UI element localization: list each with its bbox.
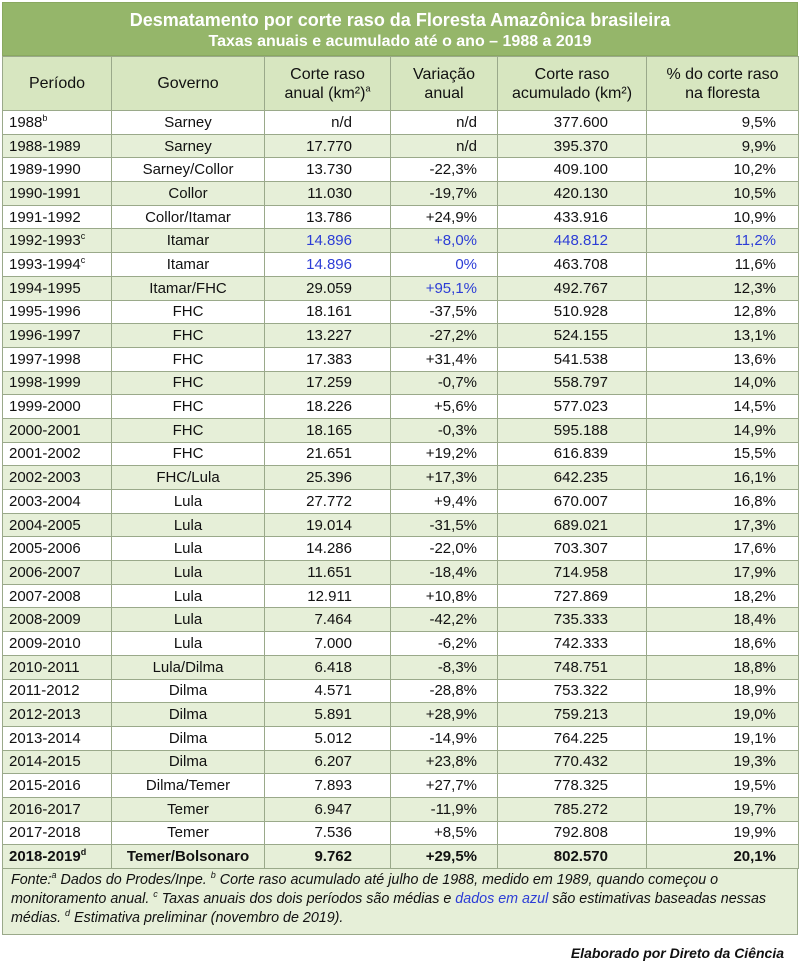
footnote-blue-text: dados em azul [455,891,549,907]
cell-periodo: 2003-2004 [3,490,112,514]
cell-pct: 16,8% [647,490,799,514]
cell-governo: Lula [112,584,265,608]
cell-acumulado: 395.370 [498,134,647,158]
table-row [3,158,799,182]
cell-acumulado: 448.812 [498,229,647,253]
table-row [3,774,799,798]
cell-periodo: 2006-2007 [3,561,112,585]
cell-pct: 18,4% [647,608,799,632]
cell-periodo: 1999-2000 [3,395,112,419]
table-row [3,632,799,656]
table-row [3,797,799,821]
table-row [3,253,799,277]
cell-acumulado: 595.188 [498,418,647,442]
cell-pct: 12,8% [647,300,799,324]
cell-acumulado: 742.333 [498,632,647,656]
header-variacao: Variação anual [391,57,498,111]
cell-corte: 6.418 [265,655,391,679]
cell-pct: 17,6% [647,537,799,561]
header-row [3,57,799,111]
cell-acumulado: 778.325 [498,774,647,798]
cell-variacao: 0% [391,253,498,277]
cell-variacao: +27,7% [391,774,498,798]
cell-pct: 19,9% [647,821,799,845]
table-row [3,300,799,324]
cell-corte: 19.014 [265,513,391,537]
cell-governo: FHC [112,442,265,466]
cell-corte: 4.571 [265,679,391,703]
cell-acumulado: 433.916 [498,205,647,229]
cell-governo: Temer/Bolsonaro [112,845,265,869]
cell-corte: 6.947 [265,797,391,821]
cell-variacao: -18,4% [391,561,498,585]
cell-variacao: n/d [391,111,498,135]
cell-periodo: 2013-2014 [3,726,112,750]
cell-periodo: 2004-2005 [3,513,112,537]
cell-acumulado: 670.007 [498,490,647,514]
table-title: Desmatamento por corte raso da Floresta Amazônica brasileira [129,10,671,30]
cell-acumulado: 703.307 [498,537,647,561]
header-percentual: % do corte raso na floresta [647,57,799,111]
cell-variacao: -37,5% [391,300,498,324]
cell-governo: Sarney [112,111,265,135]
cell-pct: 15,5% [647,442,799,466]
cell-pct: 14,9% [647,418,799,442]
cell-pct: 14,5% [647,395,799,419]
header-periodo: Período [3,57,112,111]
cell-governo: Lula [112,490,265,514]
cell-periodo: 1989-1990 [3,158,112,182]
cell-pct: 11,6% [647,253,799,277]
cell-variacao: +28,9% [391,703,498,727]
cell-corte: 11.651 [265,561,391,585]
cell-periodo: 2012-2013 [3,703,112,727]
cell-variacao: -22,0% [391,537,498,561]
cell-variacao: +8,0% [391,229,498,253]
cell-periodo: 2017-2018 [3,821,112,845]
cell-pct: 19,5% [647,774,799,798]
table-row [3,418,799,442]
table-row [3,442,799,466]
cell-acumulado: 524.155 [498,324,647,348]
table-row [3,655,799,679]
table-row [3,395,799,419]
cell-pct: 19,1% [647,726,799,750]
cell-governo: Collor [112,182,265,206]
cell-acumulado: 714.958 [498,561,647,585]
cell-corte: 7.536 [265,821,391,845]
cell-acumulado: 727.869 [498,584,647,608]
table-row [3,703,799,727]
cell-periodo: 2015-2016 [3,774,112,798]
cell-acumulado: 764.225 [498,726,647,750]
credit-line: Elaborado por Direto da Ciência [570,945,784,961]
cell-corte: 7.000 [265,632,391,656]
cell-corte: 18.165 [265,418,391,442]
cell-governo: FHC [112,347,265,371]
cell-variacao: -6,2% [391,632,498,656]
cell-variacao: -0,7% [391,371,498,395]
cell-acumulado: 802.570 [498,845,647,869]
header-governo: Governo [112,57,265,111]
cell-pct: 17,9% [647,561,799,585]
cell-pct: 19,3% [647,750,799,774]
table-subtitle: Taxas anuais e acumulado até o ano – 1988 a 2019 [208,33,592,50]
cell-variacao: n/d [391,134,498,158]
cell-variacao: +9,4% [391,490,498,514]
cell-pct: 13,1% [647,324,799,348]
cell-corte: 13.730 [265,158,391,182]
table-row [3,466,799,490]
cell-governo: FHC [112,300,265,324]
cell-periodo: 2000-2001 [3,418,112,442]
cell-acumulado: 785.272 [498,797,647,821]
table-row [3,584,799,608]
cell-pct: 14,0% [647,371,799,395]
cell-governo: Dilma [112,750,265,774]
cell-governo: FHC [112,371,265,395]
cell-corte: 14.896 [265,253,391,277]
table-row [3,347,799,371]
cell-variacao: -28,8% [391,679,498,703]
cell-governo: FHC [112,395,265,419]
cell-periodo: 1993-1994$^c$ [3,253,112,277]
cell-acumulado: 770.432 [498,750,647,774]
cell-pct: 11,2% [647,229,799,253]
cell-governo: Dilma [112,703,265,727]
table-row [3,845,799,869]
cell-pct: 12,3% [647,276,799,300]
cell-acumulado: 377.600 [498,111,647,135]
cell-periodo: 1991-1992 [3,205,112,229]
table-row [3,679,799,703]
cell-governo: Dilma [112,679,265,703]
cell-periodo: 2007-2008 [3,584,112,608]
cell-governo: Itamar [112,229,265,253]
cell-governo: Collor/Itamar [112,205,265,229]
cell-periodo: 2008-2009 [3,608,112,632]
table-row [3,561,799,585]
cell-pct: 18,9% [647,679,799,703]
table-row [3,276,799,300]
table-row [3,229,799,253]
cell-periodo: 2001-2002 [3,442,112,466]
cell-acumulado: 735.333 [498,608,647,632]
cell-corte: 21.651 [265,442,391,466]
cell-corte: 17.770 [265,134,391,158]
cell-periodo: 1995-1996 [3,300,112,324]
cell-acumulado: 558.797 [498,371,647,395]
cell-pct: 18,8% [647,655,799,679]
table-row [3,111,799,135]
cell-corte: 11.030 [265,182,391,206]
cell-variacao: +29,5% [391,845,498,869]
table-row [3,750,799,774]
cell-periodo: 1997-1998 [3,347,112,371]
cell-corte: 13.786 [265,205,391,229]
cell-pct: 13,6% [647,347,799,371]
cell-periodo: 2011-2012 [3,679,112,703]
table-title-bar [2,2,798,56]
cell-periodo: 2010-2011 [3,655,112,679]
cell-governo: Itamar/FHC [112,276,265,300]
cell-variacao: +10,8% [391,584,498,608]
cell-corte: 17.259 [265,371,391,395]
cell-pct: 19,0% [647,703,799,727]
cell-periodo: 2002-2003 [3,466,112,490]
cell-acumulado: 642.235 [498,466,647,490]
table-row [3,371,799,395]
cell-governo: FHC [112,324,265,348]
cell-acumulado: 409.100 [498,158,647,182]
cell-periodo: 1988$^b$ [3,111,112,135]
cell-governo: Temer [112,797,265,821]
cell-acumulado: 689.021 [498,513,647,537]
cell-periodo: 2014-2015 [3,750,112,774]
cell-corte: 27.772 [265,490,391,514]
cell-periodo: 2005-2006 [3,537,112,561]
cell-variacao: +31,4% [391,347,498,371]
cell-periodo: 1990-1991 [3,182,112,206]
cell-acumulado: 463.708 [498,253,647,277]
table-row [3,537,799,561]
table-row [3,182,799,206]
footnote: Fonte:$^a$ Dados do Prodes/Inpe. $^b$ Corte raso acumulado até julho de 1988, medido em 1989, quando começou o monitoramento anual. $^c$ Taxas anuais dos dois períodos são médias e dados em azul são estimativas baseadas nessas médias. $^d$ Estimativa preliminar (novembro de 2019). [2,869,798,935]
deforestation-table-card [2,2,798,961]
cell-governo: FHC/Lula [112,466,265,490]
cell-acumulado: 616.839 [498,442,647,466]
cell-pct: 10,5% [647,182,799,206]
deforestation-table [2,56,799,869]
cell-governo: Itamar [112,253,265,277]
cell-acumulado: 541.538 [498,347,647,371]
cell-periodo: 2018-2019$^d$ [3,845,112,869]
table-row [3,324,799,348]
cell-acumulado: 577.023 [498,395,647,419]
cell-variacao: -22,3% [391,158,498,182]
cell-governo: Lula [112,561,265,585]
cell-variacao: +8,5% [391,821,498,845]
cell-variacao: -27,2% [391,324,498,348]
header-corte-anual: Corte raso anual $(km^2)^a$ [265,57,391,111]
table-row [3,490,799,514]
cell-acumulado: 748.751 [498,655,647,679]
cell-variacao: +5,6% [391,395,498,419]
cell-periodo: 2009-2010 [3,632,112,656]
cell-corte: 7.464 [265,608,391,632]
cell-periodo: 1996-1997 [3,324,112,348]
table-row [3,513,799,537]
cell-pct: 17,3% [647,513,799,537]
cell-pct: 10,9% [647,205,799,229]
cell-pct: 9,5% [647,111,799,135]
cell-corte: 17.383 [265,347,391,371]
cell-corte: 18.161 [265,300,391,324]
cell-pct: 10,2% [647,158,799,182]
cell-acumulado: 753.322 [498,679,647,703]
cell-corte: 14.286 [265,537,391,561]
cell-acumulado: 420.130 [498,182,647,206]
cell-corte: 14.896 [265,229,391,253]
cell-variacao: +23,8% [391,750,498,774]
cell-governo: FHC [112,418,265,442]
cell-pct: 19,7% [647,797,799,821]
table-body [3,111,799,869]
cell-acumulado: 510.928 [498,300,647,324]
cell-governo: Dilma/Temer [112,774,265,798]
cell-variacao: -0,3% [391,418,498,442]
cell-pct: 9,9% [647,134,799,158]
cell-variacao: -11,9% [391,797,498,821]
cell-pct: 18,6% [647,632,799,656]
cell-governo: Lula [112,513,265,537]
cell-periodo: 1988-1989 [3,134,112,158]
cell-governo: Lula/Dilma [112,655,265,679]
cell-governo: Dilma [112,726,265,750]
cell-variacao: -8,3% [391,655,498,679]
cell-governo: Lula [112,608,265,632]
cell-periodo: 1994-1995 [3,276,112,300]
cell-corte: 18.226 [265,395,391,419]
cell-governo: Sarney/Collor [112,158,265,182]
table-row [3,726,799,750]
cell-periodo: 1998-1999 [3,371,112,395]
cell-corte: n/d [265,111,391,135]
cell-corte: 5.012 [265,726,391,750]
cell-acumulado: 792.808 [498,821,647,845]
cell-governo: Lula [112,537,265,561]
table-row [3,134,799,158]
cell-acumulado: 759.213 [498,703,647,727]
cell-pct: 18,2% [647,584,799,608]
cell-corte: 9.762 [265,845,391,869]
cell-corte: 5.891 [265,703,391,727]
cell-variacao: +24,9% [391,205,498,229]
cell-governo: Temer [112,821,265,845]
cell-variacao: -31,5% [391,513,498,537]
cell-corte: 12.911 [265,584,391,608]
cell-variacao: -19,7% [391,182,498,206]
cell-periodo: 1992-1993$^c$ [3,229,112,253]
cell-governo: Sarney [112,134,265,158]
cell-corte: 25.396 [265,466,391,490]
cell-variacao: -14,9% [391,726,498,750]
cell-corte: 29.059 [265,276,391,300]
table-row [3,205,799,229]
cell-pct: 20,1% [647,845,799,869]
cell-corte: 7.893 [265,774,391,798]
cell-pct: 16,1% [647,466,799,490]
cell-variacao: -42,2% [391,608,498,632]
cell-periodo: 2016-2017 [3,797,112,821]
table-row [3,821,799,845]
cell-governo: Lula [112,632,265,656]
header-acumulado: Corte raso acumulado (km²) [498,57,647,111]
cell-variacao: +95,1% [391,276,498,300]
cell-corte: 13.227 [265,324,391,348]
cell-corte: 6.207 [265,750,391,774]
cell-acumulado: 492.767 [498,276,647,300]
cell-variacao: +19,2% [391,442,498,466]
cell-variacao: +17,3% [391,466,498,490]
table-row [3,608,799,632]
